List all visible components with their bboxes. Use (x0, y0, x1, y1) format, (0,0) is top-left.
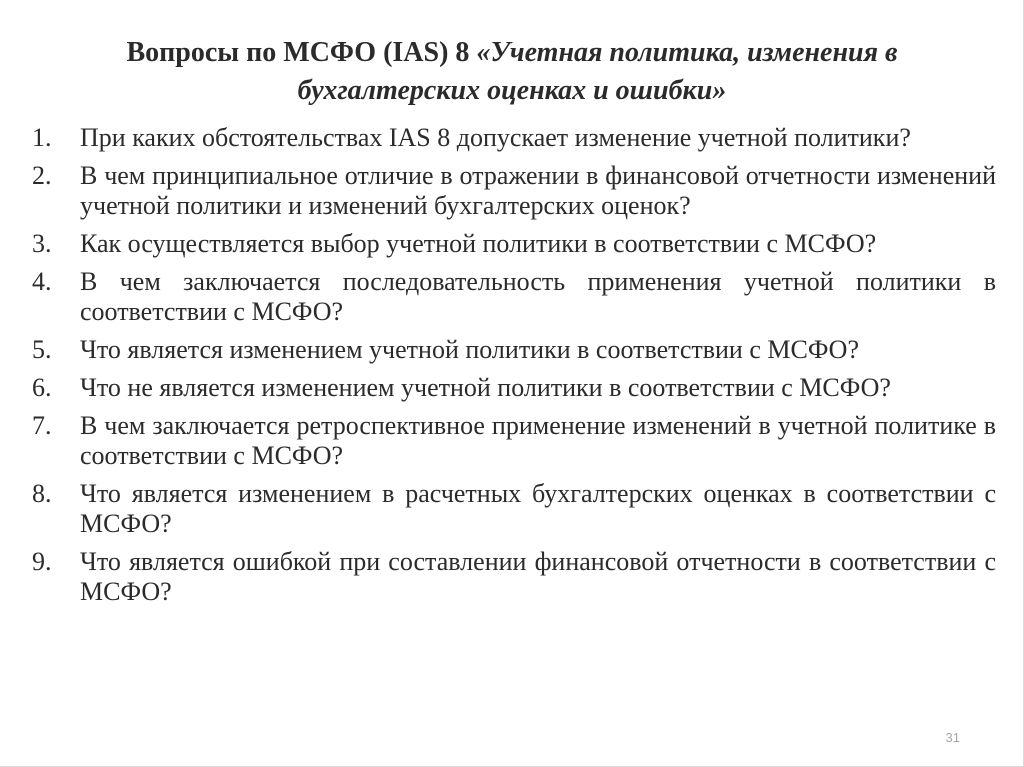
page-number: 31 (945, 730, 960, 745)
question-text: Что является изменением в расчетных бухгалтерских оценках в соответствии с МСФО? (80, 479, 996, 538)
question-text: Что является ошибкой при составлении финансовой отчетности в соответствии с МСФО? (80, 547, 996, 606)
title-prefix: Вопросы по МСФО (IAS) 8 (126, 37, 477, 68)
question-text: Что является изменением учетной политики в соответствии с МСФО? (80, 335, 859, 364)
question-item (32, 547, 996, 607)
question-item (32, 267, 996, 327)
question-text: При каких обстоятельствах IAS 8 допускает изменение учетной политики? (80, 123, 911, 152)
question-text: Что не является изменением учетной политики в соответствии с МСФО? (80, 373, 891, 402)
question-item (32, 161, 996, 221)
question-number: 5. (32, 335, 52, 364)
question-item (32, 229, 996, 259)
question-number: 8. (32, 479, 52, 508)
question-text: В чем заключается последовательность применения учетной политики в соответствии с МСФО? (80, 267, 996, 326)
question-number: 9. (32, 547, 52, 576)
question-number: 7. (32, 411, 52, 440)
title-italic: «Учетная политика, изменения в бухгалтерских оценках и ошибки» (297, 37, 898, 106)
question-number: 4. (32, 267, 52, 296)
slide-title (40, 34, 984, 110)
question-number: 6. (32, 373, 52, 402)
question-text: Как осуществляется выбор учетной политики в соответствии с МСФО? (80, 229, 877, 258)
question-item (32, 479, 996, 539)
question-number: 1. (32, 123, 52, 152)
question-item (32, 123, 996, 153)
questions-list (32, 123, 996, 615)
question-text: В чем принципиальное отличие в отражении в финансовой отчетности изменений учетной политики и изменений бухгалтерских оценок? (80, 161, 996, 220)
question-item (32, 335, 996, 365)
question-item (32, 411, 996, 471)
question-item (32, 373, 996, 403)
question-number: 3. (32, 229, 52, 258)
question-text: В чем заключается ретроспективное применение изменений в учетной политике в соответствии с МСФО? (80, 411, 996, 470)
question-number: 2. (32, 161, 52, 190)
